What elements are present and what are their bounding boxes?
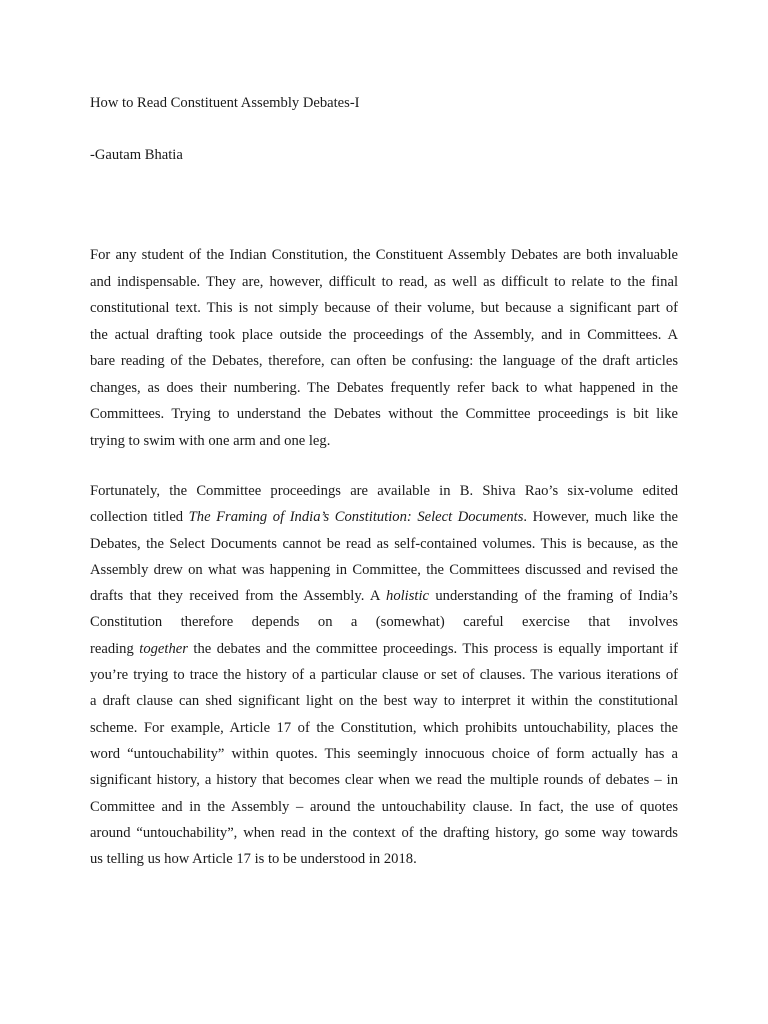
paragraph-line: the actual drafting took place outside the proceedings of the Assembly, and in Committees. A [90, 326, 678, 343]
paragraph-line: Assembly drew on what was happening in Committee, the Committees discussed and revised the [90, 561, 678, 578]
emphasized-text: together [139, 640, 188, 657]
paragraph-line: Debates, the Select Documents cannot be read as self-contained volumes. This is because, as the [90, 535, 678, 552]
paragraph-line: and indispensable. They are, however, difficult to read, as well as difficult to relate to the final [90, 273, 678, 290]
paragraph-line: a draft clause can shed significant light on the best way to interpret it within the constitutional [90, 693, 678, 710]
paragraph-line: bare reading of the Debates, therefore, can often be confusing: the language of the draft articles [90, 353, 678, 369]
paragraph-line: you’re trying to trace the history of a particular clause or set of clauses. The various iterations of [90, 667, 678, 684]
paragraph-line: scheme. For example, Article 17 of the Constitution, which prohibits untouchability, places the [90, 719, 678, 736]
paragraph-2 [90, 478, 678, 872]
paragraph-line: significant history, a history that becomes clear when we read the multiple rounds of debates – in [90, 772, 678, 789]
paragraph-line: trying to swim with one arm and one leg. [90, 432, 331, 449]
paragraph-line: Fortunately, the Committee proceedings are available in B. Shiva Rao’s six-volume edited [90, 483, 678, 499]
line-text: drafts that they received from the Assembly. A [90, 588, 387, 605]
line-text: understanding of the framing of India’s [429, 588, 678, 605]
paragraph-1 [90, 242, 678, 454]
paragraph-line: Committees. Trying to understand the Debates without the Committee proceedings is bit like [90, 406, 678, 422]
line-text: collection titled [90, 509, 189, 526]
paragraph-line: For any student of the Indian Constitution, the Constituent Assembly Debates are both invaluable [90, 247, 678, 263]
emphasized-text: The Framing of India’s Constitution: Select Documents [188, 509, 524, 526]
paragraph-line: us telling us how Article 17 is to be understood in 2018. [90, 851, 417, 868]
paragraph-line: Constitution therefore depends on a (somewhat) careful exercise that involves [90, 614, 678, 631]
line-text: . However, much like the [523, 509, 678, 526]
author-byline: -Gautam Bhatia [90, 147, 183, 163]
paragraph-line: changes, as does their numbering. The Debates frequently refer back to what happened in the [90, 379, 678, 396]
line-text: reading [90, 640, 140, 657]
paragraph-line [90, 504, 678, 530]
paragraph-line: around “untouchability”, when read in the context of the drafting history, go some way towards [90, 824, 678, 841]
paragraph-line [90, 583, 678, 609]
paragraph-line: word “untouchability” within quotes. This seemingly innocuous choice of form actually has a [90, 745, 678, 762]
emphasized-text: holistic [386, 588, 430, 605]
line-text: the debates and the committee proceedings. This process is equally important if [187, 640, 678, 657]
paragraph-line: constitutional text. This is not simply because of their volume, but because a significant part of [90, 300, 678, 316]
document-title: How to Read Constituent Assembly Debates-I [90, 95, 360, 111]
paragraph-line [90, 636, 678, 662]
paragraph-line: Committee and in the Assembly – around the untouchability clause. In fact, the use of quotes [90, 798, 678, 815]
